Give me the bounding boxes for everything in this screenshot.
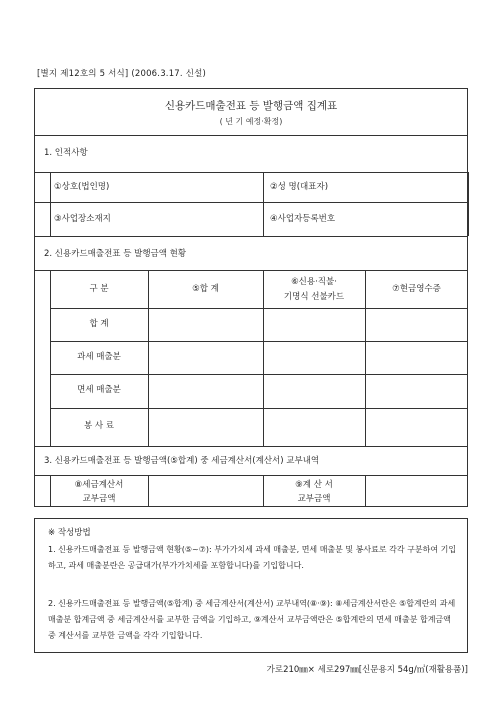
form-subtitle: ( 년 기 예정·확정) (219, 117, 283, 126)
notes-item-1: 1. 신용카드매출전표 등 발행금액 현황(⑤~⑦): 부가가치세 과세 매출분, 면세 매출분 및 봉사료로 각각 구분하여 기입하고, 과세 매출분란은 공급대가(부가가치세를 포함합니다)를 기입합니다. (48, 545, 457, 570)
paper-spec-footer: 가로210㎜× 세로297㎜[신문용지 54g/㎡(재활용품)] (266, 665, 468, 675)
notes-item-2: 2. 신용카드매출전표 등 발행금액(⑤합계) 중 세금계산서(계산서) 교부내역(⑧·⑨): ⑧세금계산서란은 ⑤합계란의 과세 매출분 합계금액 중 세금계산서를 교부한 금액을 기입하고, ⑨계산서 교부금액란은 ⑤합계란의 면세 매출분 합계금액 중 계산서를 교부한 금액을 각각 기입합니다. (48, 599, 456, 640)
row-tip-label: 봉 사 료 (83, 421, 115, 431)
form-header: [별지 제12호의 5 서식] (2006.3.17. 신설) (37, 69, 207, 79)
representative-label: ②성 명(대표자) (270, 182, 329, 192)
section2-heading: 2. 신용카드매출전표 등 발행금액 현황 (44, 249, 187, 259)
company-name-label: ①상호(법인명) (54, 182, 110, 192)
row-exempt-label: 면세 매출분 (77, 385, 121, 395)
section3-heading: 3. 신용카드매출전표 등 발행금액(⑤합계) 중 세금계산서(계산서) 교부내역 (44, 456, 320, 466)
invoice-label-line1: ⑨계 산 서 (295, 480, 333, 490)
form-title: 신용카드매출전표 등 발행금액 집계표 (164, 100, 338, 112)
col-card-line1: ⑥신용·직불· (291, 277, 337, 287)
col-category: 구 분 (89, 284, 109, 294)
col-cash-receipt: ⑦현금영수증 (392, 284, 441, 294)
notes-heading: ※ 작성방법 (48, 528, 91, 538)
form-frame (34, 88, 468, 507)
invoice-label-line2: 교부금액 (297, 494, 331, 504)
col-total: ⑤합 계 (192, 284, 219, 294)
col-card-line2: 기명식 선불카드 (283, 292, 345, 302)
section1-heading: 1. 인적사항 (44, 148, 88, 158)
registration-number-label: ④사업자등록번호 (270, 214, 336, 224)
tax-invoice-label-line1: ⑧세금계산서 (74, 480, 124, 490)
row-taxable-label: 과세 매출분 (77, 352, 121, 362)
business-address-label: ③사업장소재지 (54, 214, 111, 224)
tax-invoice-label-line2: 교부금액 (82, 494, 116, 504)
row-total-label: 합 계 (89, 319, 109, 329)
